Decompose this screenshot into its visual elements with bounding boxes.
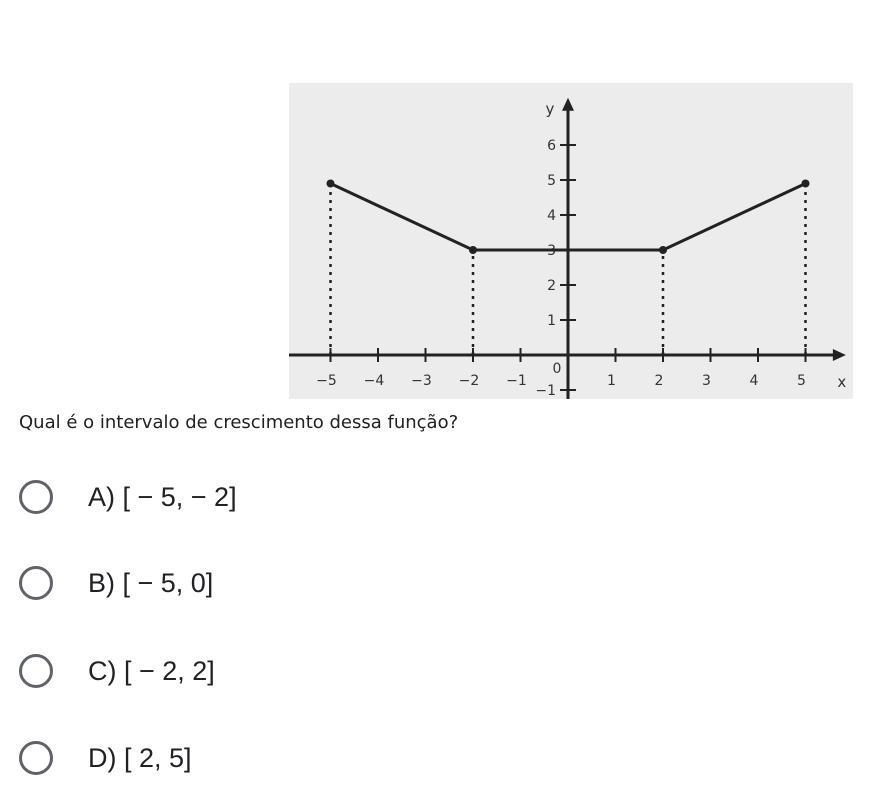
function-graph-svg — [289, 83, 853, 399]
data-point — [327, 180, 335, 188]
y-axis-label: y — [545, 99, 555, 118]
x-tick-label: 3 — [702, 373, 711, 389]
x-tick-label: 1 — [607, 373, 616, 389]
question-text: Qual é o intervalo de crescimento dessa função? — [19, 412, 459, 433]
data-point — [469, 246, 477, 254]
x-tick-label: 5 — [797, 373, 806, 389]
option-d[interactable] — [19, 736, 192, 780]
data-point — [659, 246, 667, 254]
radio-button-b-icon[interactable] — [19, 566, 53, 600]
data-point — [802, 180, 810, 188]
y-tick-label: −1 — [535, 383, 556, 399]
option-c[interactable] — [19, 649, 215, 693]
y-tick-label: 5 — [547, 173, 556, 189]
x-tick-label: −4 — [363, 373, 385, 389]
x-tick-label: 4 — [749, 373, 759, 389]
x-tick-label: −5 — [316, 373, 337, 389]
y-tick-label: 1 — [547, 313, 556, 329]
x-tick-label: 2 — [654, 373, 664, 389]
option-b[interactable] — [19, 561, 213, 605]
x-tick-label: −3 — [411, 373, 432, 389]
y-tick-label: 2 — [547, 278, 556, 294]
x-axis-arrow — [833, 349, 846, 361]
x-tick-label: −2 — [458, 373, 480, 389]
option-c-label: C) [ − 2, 2] — [88, 655, 215, 686]
radio-button-c-icon[interactable] — [19, 654, 53, 688]
option-b-label: B) [ − 5, 0] — [88, 567, 214, 598]
option-a[interactable] — [19, 475, 237, 519]
y-tick-label: 6 — [547, 138, 556, 154]
function-graph — [289, 83, 853, 399]
y-tick-label: 3 — [547, 243, 556, 259]
x-tick-label: −1 — [506, 373, 527, 389]
option-d-label: D) [ 2, 5] — [88, 742, 192, 773]
origin-label: 0 — [552, 361, 562, 377]
radio-button-d-icon[interactable] — [19, 741, 53, 775]
y-axis-arrow — [562, 98, 574, 111]
radio-button-a-icon[interactable] — [19, 480, 53, 514]
x-axis-label: x — [837, 373, 847, 391]
y-tick-label: 4 — [547, 208, 556, 224]
option-a-label: A) [ − 5, − 2] — [88, 481, 237, 512]
